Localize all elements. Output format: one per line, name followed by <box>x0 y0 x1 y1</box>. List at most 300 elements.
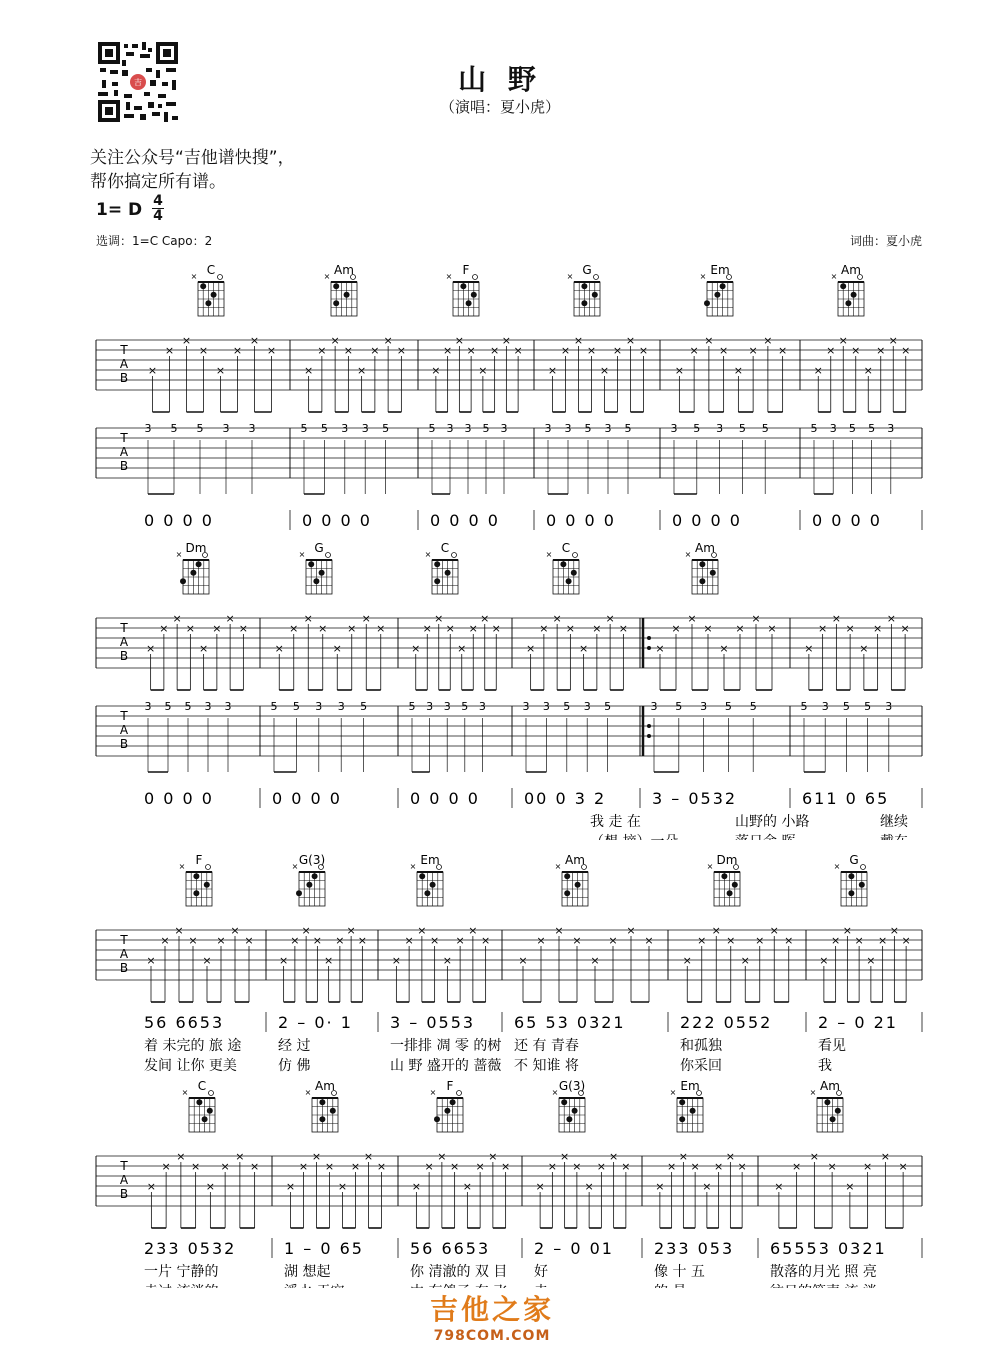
strum-x-mark: × <box>347 622 357 635</box>
lyric-line-1: 看见 <box>818 1038 846 1054</box>
strum-x-mark: × <box>866 954 876 967</box>
chord-name: C <box>440 541 450 555</box>
tab-fret-number: 5 <box>800 700 808 713</box>
strum-x-mark: × <box>719 642 729 655</box>
lyric-line-1: 一排排 凋 零 的树 <box>390 1038 502 1054</box>
strum-x-mark: × <box>337 1180 348 1193</box>
lyric-line-2: 山 野 盛开的 蔷薇 <box>390 1058 502 1072</box>
strum-x-mark: × <box>560 344 571 357</box>
strum-x-mark: × <box>216 934 226 947</box>
strum-x-mark: × <box>863 364 873 377</box>
numbered-notation-measure: 0 0 0 0 <box>546 511 616 530</box>
strum-x-mark: × <box>596 1160 606 1173</box>
strum-x-mark: × <box>330 334 340 347</box>
strum-x-mark: × <box>176 1150 186 1163</box>
svg-text:×: × <box>699 272 707 281</box>
tab-fret-number: 5 <box>749 700 757 713</box>
tab-fret-number: 3 <box>361 422 369 435</box>
chord-diagram-em <box>410 853 443 906</box>
strum-x-mark: × <box>312 934 322 947</box>
numbered-notation-measure: 0 0 0 0 <box>430 511 500 530</box>
numbered-notation-measure: 0 0 0 0 <box>302 511 372 530</box>
svg-text:×: × <box>178 862 186 871</box>
chord-name: F <box>446 1079 454 1093</box>
tab-clef-letter: A <box>119 635 129 649</box>
strum-x-mark: × <box>678 1150 688 1163</box>
tab-fret-number: 5 <box>693 422 701 435</box>
promo-text <box>90 146 295 194</box>
strum-x-mark: × <box>411 642 421 655</box>
strum-x-mark: × <box>888 334 898 347</box>
strum-x-mark: × <box>682 954 692 967</box>
chord-name: C <box>206 263 216 277</box>
tab-fret-number: 5 <box>300 422 308 435</box>
numbered-notation-measure: 00 0 3 2 <box>524 789 607 808</box>
lyric-line-1: 像 十 五 <box>654 1264 705 1280</box>
key-signature: 1= D <box>96 200 143 220</box>
strum-x-mark: × <box>714 1160 724 1173</box>
strum-x-mark: × <box>303 612 313 625</box>
lyric-line-2 <box>735 834 795 840</box>
numbered-notation-measure: 0 0 0 0 <box>144 511 214 530</box>
tab-fret-number: 5 <box>563 700 571 713</box>
lyric-line-2: 我 <box>818 1058 832 1072</box>
chord-diagram-c <box>182 1079 215 1132</box>
tab-fret-number: 5 <box>724 700 732 713</box>
strum-x-mark: × <box>711 924 721 937</box>
strum-x-mark: × <box>735 622 745 635</box>
strum-x-mark: × <box>215 364 226 377</box>
tab-fret-number: 3 <box>887 422 895 435</box>
tab-fret-number: 5 <box>461 700 469 713</box>
chord-diagram-am <box>831 263 864 316</box>
svg-text:×: × <box>833 862 841 871</box>
svg-text:×: × <box>429 1088 437 1097</box>
strum-x-mark: × <box>212 622 222 635</box>
strum-x-mark: × <box>819 954 829 967</box>
strum-x-mark: × <box>554 924 564 937</box>
strum-x-mark: × <box>230 924 240 937</box>
strum-x-mark: × <box>290 934 300 947</box>
tab-clef-letter: T <box>120 933 128 947</box>
lyric-line-2: 发间 让你 更美 <box>144 1058 237 1072</box>
tab-clef-letter: A <box>119 723 129 737</box>
strum-x-mark: × <box>199 642 209 655</box>
strum-x-mark: × <box>445 622 455 635</box>
tab-fret-number: 5 <box>868 422 876 435</box>
lyric-line-2 <box>654 1284 686 1288</box>
strum-x-mark: × <box>480 612 490 625</box>
strum-x-mark: × <box>357 934 367 947</box>
strum-x-mark: × <box>304 364 314 377</box>
tab-fret-number: 3 <box>144 422 152 435</box>
numbered-notation-measure: 233 053 <box>654 1239 735 1258</box>
tab-fret-number: 3 <box>222 422 230 435</box>
svg-text:×: × <box>304 1088 312 1097</box>
chord-diagram-g3 <box>292 853 326 906</box>
numbered-notation-measure: 1 – 0 65 <box>284 1239 364 1258</box>
strum-x-mark: × <box>188 934 198 947</box>
svg-text:×: × <box>291 862 299 871</box>
songwriter-credit: 词曲：夏小虎 <box>849 234 922 248</box>
tab-fret-number: 3 <box>885 700 893 713</box>
strum-tab-staff <box>96 612 922 690</box>
tab-fret-number: 3 <box>144 700 152 713</box>
tab-clef-letter: A <box>119 445 129 459</box>
tab-fret-number: 5 <box>184 700 192 713</box>
strum-x-mark: × <box>376 622 386 635</box>
tab-clef-letter: B <box>119 371 129 385</box>
chord-diagram-am <box>685 541 718 594</box>
strum-x-mark: × <box>437 1150 447 1163</box>
chord-diagram-g <box>834 853 867 906</box>
strum-x-mark: × <box>442 954 452 967</box>
strum-x-mark: × <box>703 622 713 635</box>
strum-x-mark: × <box>462 1180 472 1193</box>
strum-x-mark: × <box>343 344 353 357</box>
strum-x-mark: × <box>172 612 182 625</box>
strum-x-mark: × <box>792 1160 802 1173</box>
strum-x-mark: × <box>235 1150 245 1163</box>
lyric-line-2: 仿 佛 <box>278 1058 311 1072</box>
strum-x-mark: × <box>536 934 546 947</box>
strum-x-mark: × <box>638 344 649 357</box>
strum-x-mark: × <box>763 334 773 347</box>
strum-x-mark: × <box>854 934 864 947</box>
strum-x-mark: × <box>671 622 681 635</box>
tab-fret-number: 3 <box>564 422 572 435</box>
numbered-notation-measure: 0 0 0 0 <box>410 789 480 808</box>
strum-x-mark: × <box>289 622 299 635</box>
strum-x-mark: × <box>249 334 260 347</box>
numbered-notation-measure: 233 0532 <box>144 1239 237 1258</box>
strum-x-mark: × <box>740 954 750 967</box>
chord-name: G <box>582 263 592 277</box>
tab-clef-letter: T <box>120 621 128 635</box>
strum-x-mark: × <box>346 924 356 937</box>
tab-fret-number: 3 <box>341 422 349 435</box>
strum-x-mark: × <box>174 924 184 937</box>
tab-fret-number: 3 <box>700 700 708 713</box>
strum-x-mark: × <box>501 1160 511 1173</box>
lyric-line-1: 还 有 青春 <box>514 1038 579 1054</box>
strum-x-mark: × <box>547 364 558 377</box>
strum-x-mark: × <box>547 1160 557 1173</box>
chord-diagram-am <box>324 263 357 316</box>
svg-text:吉: 吉 <box>134 78 142 87</box>
tab-fret-number: 3 <box>716 422 724 435</box>
strum-x-mark: × <box>851 344 861 357</box>
lyric-line-1: 湖 想起 <box>284 1264 331 1280</box>
svg-text:×: × <box>684 550 692 559</box>
strum-x-mark: × <box>584 1180 594 1193</box>
strum-x-mark: × <box>468 924 478 937</box>
strum-x-mark: × <box>831 934 841 947</box>
lyric-line-1: 你 清澈的 双 目 <box>410 1264 508 1280</box>
strum-x-mark: × <box>454 334 464 347</box>
melody-tab-staff <box>96 422 922 494</box>
chord-name: Dm <box>716 853 738 867</box>
tab-fret-number: 5 <box>848 422 856 435</box>
strum-x-mark: × <box>422 622 432 635</box>
strum-x-mark: × <box>767 622 777 635</box>
strum-x-mark: × <box>526 642 536 655</box>
svg-text:×: × <box>566 272 574 281</box>
strum-x-mark: × <box>220 1160 230 1173</box>
strum-x-mark: × <box>690 1160 700 1173</box>
tab-clef-letter: B <box>119 737 129 751</box>
tab-fret-number: 5 <box>292 700 300 713</box>
strum-x-mark: × <box>804 642 814 655</box>
score-system-3 <box>0 852 1000 1072</box>
lyric-line-2 <box>590 833 678 840</box>
strum-x-mark: × <box>838 334 848 347</box>
strum-x-mark: × <box>181 334 192 347</box>
strum-x-mark: × <box>573 334 584 347</box>
strum-x-mark: × <box>376 1160 387 1173</box>
song-title: 山 野 <box>458 63 542 96</box>
strum-x-mark: × <box>332 642 342 655</box>
chord-name: Em <box>680 1079 700 1093</box>
tab-clef-letter: T <box>120 709 128 723</box>
chord-name: Dm <box>185 541 207 555</box>
tab-clef-letter: B <box>119 961 129 975</box>
strum-x-mark: × <box>655 1180 665 1193</box>
tab-fret-number: 5 <box>408 700 416 713</box>
strum-x-mark: × <box>880 1150 890 1163</box>
lyric-line-1: 我 走 在 <box>590 814 641 830</box>
tab-fret-number: 3 <box>446 422 454 435</box>
tab-fret-number: 3 <box>522 700 530 713</box>
tab-fret-number: 3 <box>670 422 678 435</box>
strum-x-mark: × <box>719 344 729 357</box>
strum-x-mark: × <box>311 1150 322 1163</box>
svg-text:×: × <box>409 862 417 871</box>
strum-x-mark: × <box>501 334 511 347</box>
tab-fret-number: 5 <box>864 700 872 713</box>
time-signature-bottom: 4 <box>153 208 163 224</box>
strum-x-mark: × <box>518 954 528 967</box>
tab-fret-number: 3 <box>829 422 837 435</box>
strum-x-mark: × <box>751 612 761 625</box>
numbered-notation-measure: 56 6653 <box>410 1239 491 1258</box>
strum-x-mark: × <box>146 1180 156 1193</box>
strum-x-mark: × <box>164 344 175 357</box>
tab-clef-letter: B <box>119 1187 129 1201</box>
numbered-notation-measure: 56 6653 <box>144 1013 225 1032</box>
strum-x-mark: × <box>612 344 623 357</box>
tab-fret-number: 5 <box>738 422 746 435</box>
tab-fret-number: 5 <box>810 422 818 435</box>
chord-name: Am <box>841 263 861 277</box>
numbered-notation-measure: 2 – 0 21 <box>818 1013 898 1032</box>
chord-diagram-g <box>567 263 600 316</box>
chord-name: G <box>849 853 859 867</box>
strum-x-mark: × <box>335 934 345 947</box>
tab-clef-letter: A <box>119 1173 129 1187</box>
chord-diagram-am <box>555 853 588 906</box>
svg-text:×: × <box>545 550 553 559</box>
tab-fret-number: 5 <box>270 700 278 713</box>
strum-x-mark: × <box>618 622 628 635</box>
strum-x-mark: × <box>859 642 869 655</box>
strum-x-mark: × <box>147 364 158 377</box>
strum-x-mark: × <box>478 364 488 377</box>
strum-x-mark: × <box>431 364 441 377</box>
tab-fret-number: 5 <box>584 422 592 435</box>
svg-text:×: × <box>445 272 453 281</box>
tab-clef-letter: A <box>119 947 129 961</box>
strum-x-mark: × <box>655 642 665 655</box>
tab-fret-number: 5 <box>382 422 390 435</box>
tab-fret-number: 5 <box>170 422 178 435</box>
svg-text:×: × <box>175 550 183 559</box>
numbered-notation-measure: 2 – 0 01 <box>534 1239 614 1258</box>
strum-x-mark: × <box>317 344 327 357</box>
strum-x-mark: × <box>737 1160 747 1173</box>
chord-name: Am <box>695 541 715 555</box>
time-signature <box>152 194 164 223</box>
svg-text:×: × <box>424 550 432 559</box>
strum-tab-staff <box>96 1150 922 1228</box>
lyric-line-2: 不 知谁 将 <box>514 1058 579 1072</box>
strum-x-mark: × <box>466 344 476 357</box>
tab-fret-number: 5 <box>360 700 368 713</box>
numbered-notation-measure: 222 0552 <box>680 1013 773 1032</box>
chord-diagram-g <box>299 541 332 594</box>
tab-fret-number: 3 <box>542 700 550 713</box>
strum-x-mark: × <box>769 924 779 937</box>
strum-x-mark: × <box>434 612 444 625</box>
strum-x-mark: × <box>404 934 414 947</box>
watermark-site: 798COM.COM <box>433 1328 551 1344</box>
strum-x-mark: × <box>674 364 684 377</box>
strum-x-mark: × <box>900 622 910 635</box>
chord-diagram-g3 <box>552 1079 586 1132</box>
tab-clef-letter: B <box>119 459 129 473</box>
score-system-4 <box>0 1078 1000 1288</box>
strum-x-mark: × <box>552 612 562 625</box>
strum-x-mark: × <box>361 612 371 625</box>
strum-x-mark: × <box>813 364 823 377</box>
strum-x-mark: × <box>274 642 284 655</box>
strum-x-mark: × <box>430 934 440 947</box>
strum-x-mark: × <box>565 622 575 635</box>
chord-name: F <box>195 853 203 867</box>
chord-name: Am <box>565 853 585 867</box>
strum-x-mark: × <box>697 934 707 947</box>
lyric-line-2: 你采回 <box>680 1058 722 1072</box>
strum-x-mark: × <box>324 954 334 967</box>
chord-diagram-c <box>191 263 224 316</box>
chord-diagram-am <box>305 1079 338 1132</box>
tab-fret-number: 5 <box>482 422 490 435</box>
strum-x-mark: × <box>481 934 491 947</box>
strum-x-mark: × <box>901 934 911 947</box>
strum-x-mark: × <box>146 954 156 967</box>
tab-fret-number: 3 <box>443 700 451 713</box>
numbered-notation-measure: 3 – 0553 <box>390 1013 476 1032</box>
strum-x-mark: × <box>391 954 401 967</box>
lyric-line-2 <box>144 1283 218 1288</box>
lyric-line-1: 散落的月光 照 亮 <box>770 1264 877 1280</box>
chord-name: Am <box>315 1079 335 1093</box>
tab-fret-number: 3 <box>337 700 345 713</box>
strum-x-mark: × <box>702 1180 712 1193</box>
tab-fret-number: 5 <box>428 422 436 435</box>
tab-fret-number: 5 <box>164 700 172 713</box>
score-system-1 <box>0 262 1000 534</box>
numbered-notation-measure: 3 – 0532 <box>652 789 738 808</box>
strum-x-mark: × <box>831 612 841 625</box>
strum-x-mark: × <box>748 344 758 357</box>
tab-clef-letter: T <box>120 343 128 357</box>
strum-x-mark: × <box>266 344 277 357</box>
strum-x-mark: × <box>621 1160 631 1173</box>
numbered-notation-measure: 0 0 0 0 <box>272 789 342 808</box>
strum-x-mark: × <box>626 924 636 937</box>
svg-text:×: × <box>323 272 331 281</box>
strum-x-mark: × <box>457 642 467 655</box>
chord-diagram-f <box>179 853 212 906</box>
tab-fret-number: 5 <box>842 700 850 713</box>
strum-x-mark: × <box>298 1160 309 1173</box>
tab-clef-letter: B <box>119 649 129 663</box>
lyric-line-1: 着 未完的 旅 途 <box>144 1038 242 1054</box>
svg-text:×: × <box>551 1088 559 1097</box>
chord-name: Am <box>334 263 354 277</box>
strum-x-mark: × <box>644 934 654 947</box>
strum-tab-staff <box>96 924 922 1002</box>
strum-x-mark: × <box>424 1160 434 1173</box>
time-signature-top: 4 <box>153 193 163 209</box>
numbered-notation-measure: 2 – 0· 1 <box>278 1013 353 1032</box>
tab-fret-number: 3 <box>583 700 591 713</box>
strum-x-mark: × <box>726 934 736 947</box>
strum-x-mark: × <box>863 1160 873 1173</box>
strum-x-mark: × <box>491 622 501 635</box>
strum-x-mark: × <box>250 1160 260 1173</box>
chord-name: Em <box>710 263 730 277</box>
strum-x-mark: × <box>468 622 478 635</box>
lyric-line-1: 一片 宁静的 <box>144 1264 219 1280</box>
strum-x-mark: × <box>755 934 765 947</box>
svg-text:×: × <box>809 1088 817 1097</box>
tab-fret-number: 5 <box>675 700 683 713</box>
strum-x-mark: × <box>191 1160 201 1173</box>
chord-name: G(3) <box>558 1079 586 1093</box>
strum-x-mark: × <box>411 1180 421 1193</box>
strum-x-mark: × <box>370 344 380 357</box>
strum-x-mark: × <box>605 612 615 625</box>
strum-x-mark: × <box>625 334 636 347</box>
tab-clef-letter: T <box>120 1159 128 1173</box>
chord-name: Em <box>420 853 440 867</box>
strum-x-mark: × <box>475 1160 485 1173</box>
strum-x-mark: × <box>350 1160 361 1173</box>
strum-x-mark: × <box>198 344 209 357</box>
strum-x-mark: × <box>161 1160 171 1173</box>
strum-x-mark: × <box>599 364 610 377</box>
watermark-logo-text: 吉他之家 <box>430 1293 555 1326</box>
promo-line-2: 帮你搞定所有谱。 <box>90 172 226 192</box>
lyric-line-1: 继续 <box>880 814 908 830</box>
strum-x-mark: × <box>876 344 886 357</box>
numbered-notation-measure: 0 0 0 0 <box>812 511 882 530</box>
strum-x-mark: × <box>301 924 311 937</box>
tab-fret-number: 3 <box>315 700 323 713</box>
strum-x-mark: × <box>244 934 254 947</box>
